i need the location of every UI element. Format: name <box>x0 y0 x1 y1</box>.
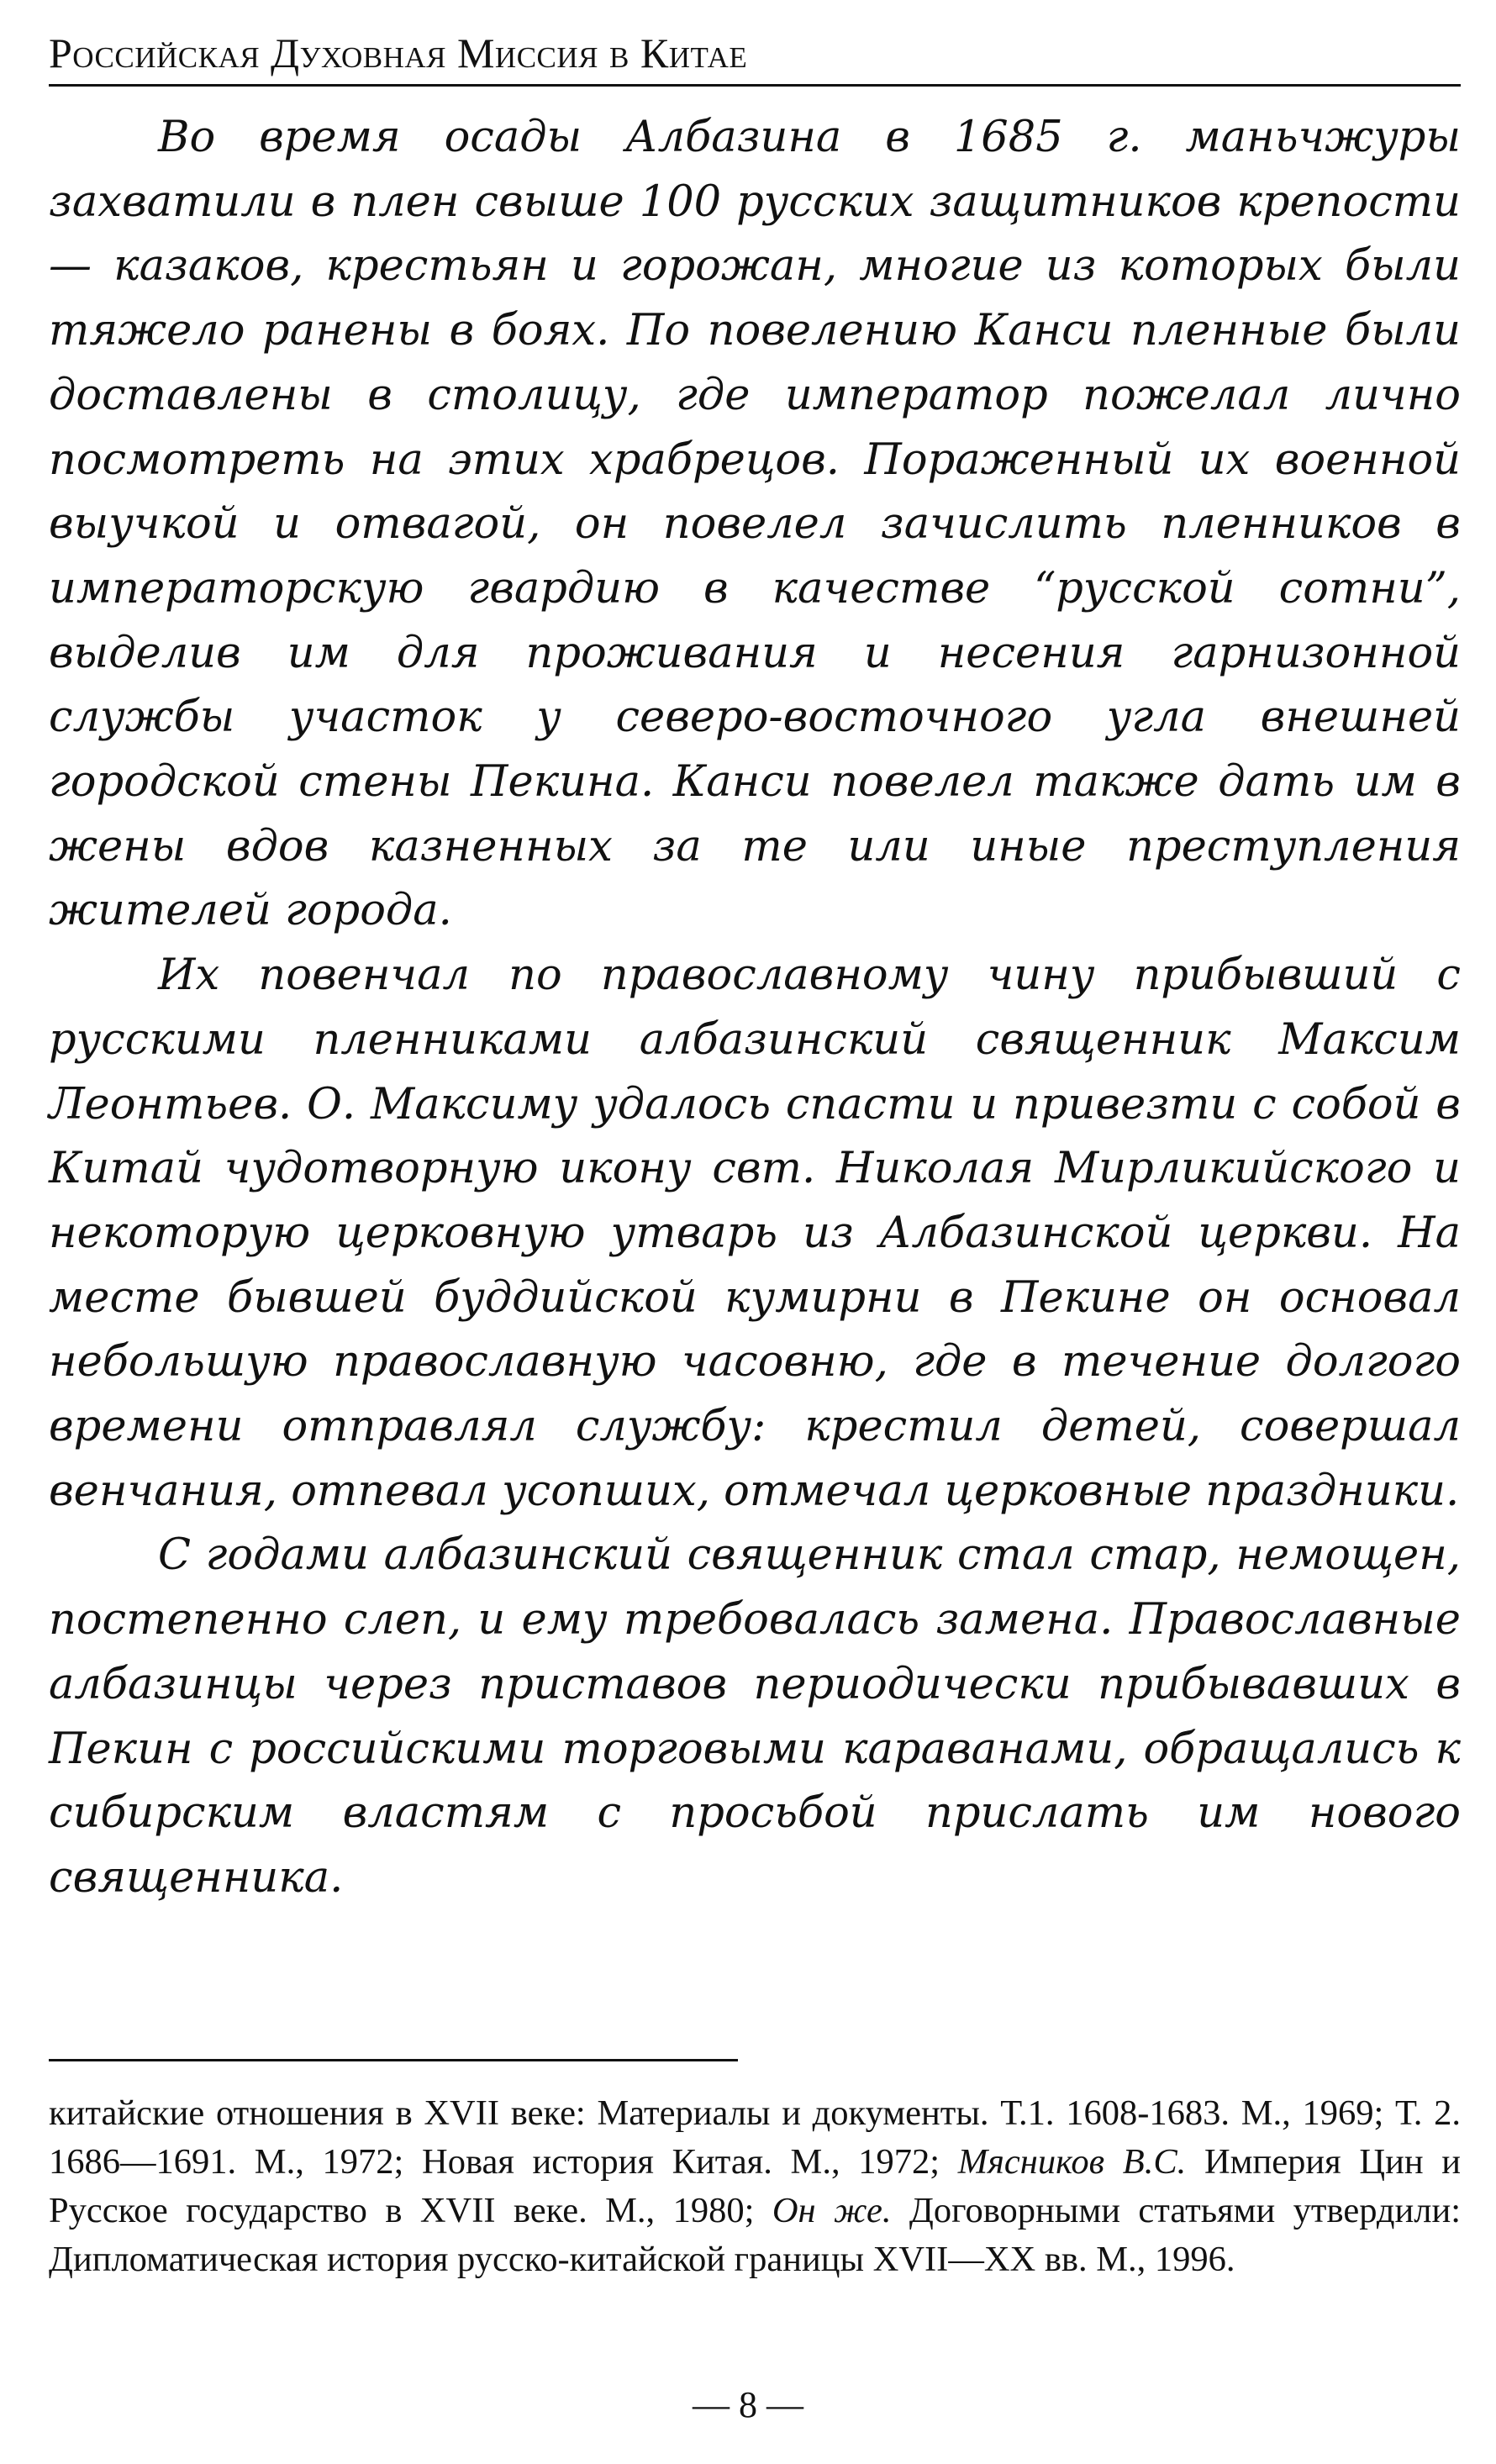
footnote-text-2: Империя Цин и Русское государство в XVII веке. М., 1980; <box>49 2142 1461 2230</box>
footnote <box>49 2089 1461 2284</box>
footnote-author-2: Он же. <box>772 2191 892 2230</box>
paragraph-1: Во время осады Албазина в 1685 г. маньчжуры захватили в плен свыше 100 русских защитников крепости — казаков, крестьян и горожан, многие из которых были тяжело ранены в боях. По повелению Канси пленные были доставлены в столицу, где император пожелал лично посмотреть на этих храбрецов. Пораженный их военной выучкой и отвагой, он повелел зачислить пленников в императорскую гвардию в качестве “русской сотни”, выделив им для проживания и несения гарнизонной службы участок у северо-восточного угла внешней городской стены Пекина. Канси повелел также дать им в жены вдов казненных за те или иные преступления жителей города. <box>49 113 1461 936</box>
paragraph-3: С годами албазинский священник стал стар, немощен, постепенно слеп, и ему требовалась замена. Православные албазинцы через приставов периодически прибывавших в Пекин с российскими торговыми караванами, обращались к сибирским властям с просьбой прислать им нового священника. <box>49 1530 1461 1903</box>
page-number: — 8 — <box>693 2384 803 2425</box>
footnote-author-1: Мясников В.С. <box>957 2142 1187 2182</box>
paragraph-2: Их повенчал по православному чину прибывший с русскими пленниками албазинский священник Максим Леонтьев. О. Максиму удалось спасти и привезти с собой в Китай чудотворную икону свт. Николая Мирликийского и некоторую церковную утварь из Албазинской церкви. На месте бывшей буддийской кумирни в Пекине он основал небольшую православную часовню, где в течение долгого времени отправлял службу: крестил детей, совершал венчания, отпевал усопших, отмечал церковные праздники. <box>49 950 1461 1516</box>
header-divider <box>49 84 1461 87</box>
footnote-text-3: Договорными статьями утвердили: Дипломатическая история русско-китайской границы XVII—XX вв. М., 1996. <box>49 2191 1462 2279</box>
footnote-divider <box>49 2059 738 2061</box>
running-head-title: Российская Духовная Миссия в Китае <box>49 29 748 76</box>
footnote-text-1: китайские отношения в XVII веке: Материалы и документы. Т.1. 1608-1683. М., 1969; Т. 2. 1686—1691. М., 1972; Новая история Китая. М., 1972; <box>49 2093 1461 2182</box>
main-text <box>49 106 1461 1911</box>
